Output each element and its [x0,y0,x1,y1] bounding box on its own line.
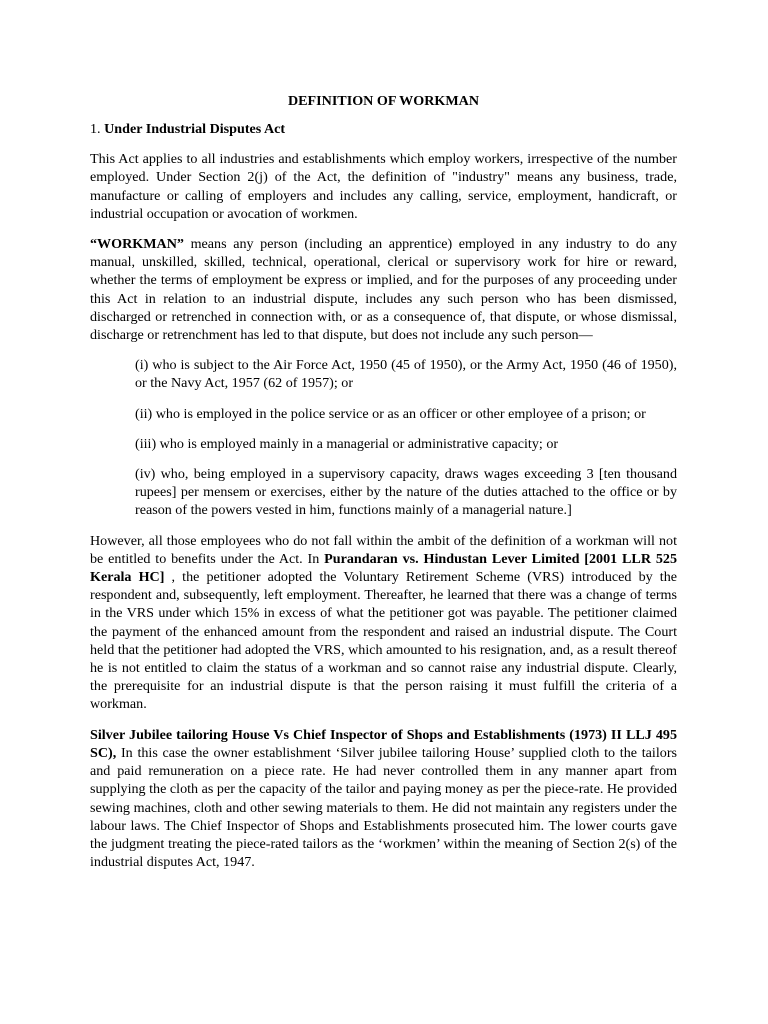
exclusion-item: (iv) who, being employed in a supervisory capacity, draws wages exceeding 3 [ten thousand rupees] per mensem or exercises, either by the nature of the duties attached to the office or by reason of the powers vested in him, functions mainly of a managerial nature.] [135,466,677,519]
case-citation-silver-jubilee: Silver Jubilee tailoring House Vs Chief Inspector of Shops and Establishments (1973) II LLJ 495 SC), [90,726,677,761]
workman-term: “WORKMAN” [90,236,184,253]
document-page [90,92,677,883]
exclusion-list [90,356,677,519]
paragraph-purandaran-case [90,532,677,714]
workman-definition-text: means any person (including an apprentice) employed in any industry to do any manual, unskilled, skilled, technical, operational, clerical or supervisory work for hire or reward, whether the terms of employment be express or implied, and for the purposes of any proceeding under this Act in relation to an industrial dispute, includes any such person who has been dismissed, discharged or retrenched in connection with, or as a consequence of, that dispute, or whose dismissal, discharge or retrenchment has led to that dispute, but does not include any such person— [90,236,677,344]
section-heading-text: Under Industrial Disputes Act [104,121,286,137]
paragraph-silver-jubilee-case [90,726,677,872]
exclusion-item: (iii) who is employed mainly in a managerial or administrative capacity; or [135,435,559,452]
silver-jubilee-body-text: In this case the owner establishment ‘Silver jubilee tailoring House’ supplied cloth to the tailors and paid remuneration on a piece rate. He had never controlled them in any manner apart from supplying the cloth as per the capacity of the tailor and paying money as per the piece-rate. He provided sewing machines, cloth and other sewing materials to them. He did not maintain any registers under the labour laws. The Chief Inspector of Shops and Establishments prosecuted him. The lower courts gave the judgment treating the piece-rated tailors as the ‘workmen’ within the meaning of Section 2(s) of the industrial disputes Act, 1947. [90,744,677,871]
section-heading [90,120,677,138]
purandaran-lead-text: However, all those employees who do not fall within the ambit of the definition of a workman will not be entitled to benefits under the Act. In [90,532,677,567]
section-number: 1. [90,121,105,137]
paragraph-workman-definition [90,235,677,344]
exclusion-item: (i) who is subject to the Air Force Act, 1950 (45 of 1950), or the Army Act, 1950 (46 of 1950), or the Navy Act, 1957 (62 of 1957); or [135,357,677,392]
purandaran-body-text: , the petitioner adopted the Voluntary Retirement Scheme (VRS) introduced by the respondent and, subsequently, left employment. Thereafter, he learned that there was a change of terms in the VRS under which 15% in excess of what the petitioner got was payable. The petitioner claimed the payment of the enhanced amount from the respondent and raised an industrial dispute. The Court held that the petitioner had adopted the VRS, which amounted to his resignation, and, as a result thereof he is not entitled to claim the status of a workman and so cannot raise any industrial dispute. Clearly, the prerequisite for an industrial dispute is that the person raising it must fulfill the criteria of a workman. [90,569,677,713]
case-citation-purandaran: Purandaran vs. Hindustan Lever Limited [2001 LLR 525 Kerala HC] [90,550,677,586]
paragraph-industry-definition: This Act applies to all industries and establishments which employ workers, irrespective of the number employed. Under Section 2(j) of the Act, the definition of "industry" means any business, trade, manufacture or calling of employers and includes any calling, service, employment, handicraft, or industrial occupation or avocation of workmen. [90,151,677,222]
document-title: DEFINITION OF WORKMAN [287,93,480,109]
exclusion-item: (ii) who is employed in the police service or as an officer or other employee of a prison; or [135,405,646,422]
